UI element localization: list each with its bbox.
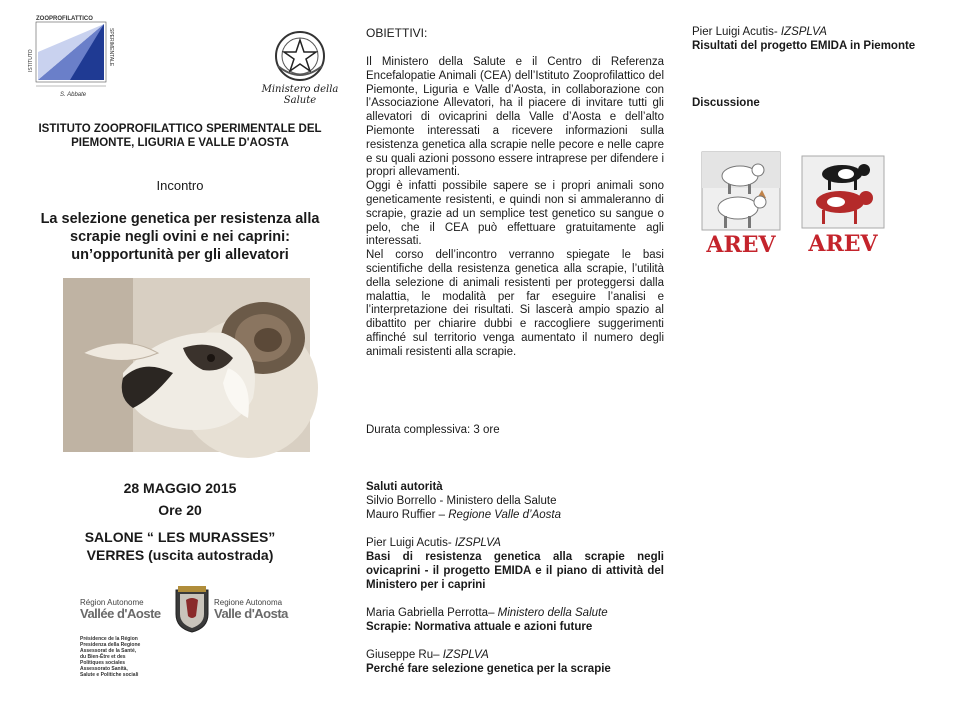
objectives-body [366, 56, 664, 360]
objectives-paragraph: Oggi è infatti possibile sapere se i propri animali sono geneticamente resistenti, e quindi non si ammaleranno di scrapie, grazie ad un semplice test genetico su sangue o pelo, che il CEA può effettuare gratuitamente agli interessati. [366, 180, 664, 248]
izs-logo-signature: S. Abbate [60, 92, 87, 98]
arev-logo-cows [802, 156, 884, 256]
program-talk [366, 648, 664, 676]
program-list [366, 480, 664, 690]
izs-logo-top-text: ZOOPROFILATTICO [36, 16, 93, 22]
event-title-line: un’opportunità per gli allevatori [71, 247, 289, 263]
program-talk [366, 606, 664, 634]
izs-logo [30, 12, 125, 100]
event-date: 28 MAGGIO 2015 [123, 480, 237, 496]
officials-line: Salute e Politiche sociali [80, 672, 139, 678]
venue-name: SALONE “ LES MURASSES” [84, 529, 276, 545]
talk-title: Perché fare selezione genetica per la scrapie [366, 663, 611, 675]
officials-line: Assessorato Sanità, [80, 666, 128, 672]
izs-logo-right-text: SPERIMENTALE [108, 28, 114, 67]
event-time: Ore 20 [158, 502, 202, 518]
event-venue [30, 528, 330, 564]
arev-label: AREV [808, 231, 878, 257]
region-label-small: Région Autonome [80, 598, 144, 607]
greeting-speaker: Silvio Borrello - Ministero della Salute [366, 495, 557, 507]
speaker-name: Pier Luigi Acutis- [366, 537, 455, 549]
arev-label: AREV [706, 232, 776, 258]
event-title [30, 210, 330, 264]
venue-location: VERRES (uscita autostrada) [86, 547, 274, 563]
speaker-org: IZSPLVA [454, 537, 501, 549]
sheep-photo [63, 278, 310, 452]
ministry-script-label: Ministero della Salute [261, 84, 339, 106]
italian-republic-emblem-icon [270, 26, 330, 86]
institute-name: ISTITUTO ZOOPROFILATTICO SPERIMENTALE DEL PIEMONTE, LIGURIA E VALLE D'AOSTA [38, 123, 322, 149]
event-title-line: scrapie negli ovini e nei caprini: [70, 229, 290, 245]
talk-speaker [366, 536, 664, 550]
event-title-line: La selezione genetica per resistenza alla [40, 211, 320, 227]
talk-speaker [692, 26, 827, 38]
objectives-paragraph: Nel corso dell’incontro verranno spiegate le basi scientifiche della resistenza genetica alla scrapie, l’utilità della selezione di animali resistenti per proteggersi dalla malattia, le modalità per far eseguire l’analisi e l’interpretazione dei risultati. Si lascerà ampio spazio al dibattito per chiarire dubbi e raccogliere suggerimenti affinché sul territorio venga aumentato il numero degli animali resistenti alla scrapie. [366, 249, 664, 358]
duration-label: Durata complessiva: 3 ore [366, 424, 500, 436]
talk-title: Scrapie: Normativa attuale e azioni future [366, 621, 593, 633]
objectives-paragraph: Il Ministero della Salute e il Centro di Referenza Encefalopatie Animali (CEA) dell’Istituto Zooprofilattico del Piemonte, Liguria e Valle d’Aosta, in collaborazione con l’Associazione Allevatori, ha il piacere di invitare tutti gli allevatori di ovicaprini della Valle d’Aosta e dell’alto Piemonte interessati a ricevere informazioni sulla resistenza genetica alla scrapie nelle pecore e nelle capre e su quali azioni possono essere intraprese per difendere i propri allevamenti. [366, 56, 664, 179]
speaker-name: Mauro Ruffier – [366, 509, 449, 521]
region-label-large: Vallée d'Aoste [80, 606, 161, 621]
speaker-name: Pier Luigi Acutis- [692, 26, 781, 38]
program-greetings [366, 480, 664, 522]
region-logo-french [80, 598, 170, 621]
officials-line: Politiques sociales [80, 660, 126, 666]
officials-line: du Bien-Être et des [80, 654, 126, 660]
incontro-label: Incontro [156, 178, 204, 193]
speaker-name: Maria Gabriella Perrotta– [366, 607, 498, 619]
speaker-org: Ministero della Salute [497, 607, 608, 619]
talk-title: Risultati del progetto EMIDA in Piemonte [692, 40, 916, 52]
program-talk [366, 536, 664, 592]
discussion-label: Discussione [692, 97, 760, 109]
talk-speaker [366, 648, 664, 662]
speaker-org: IZSPLVA [780, 26, 827, 38]
greeting-speaker [366, 508, 664, 522]
officials-line: Presidenza della Regione [80, 642, 141, 648]
speaker-org: IZSPLVA [442, 649, 489, 661]
talk-speaker [366, 606, 664, 620]
arev-logo-goat [702, 152, 780, 256]
talk-title: Basi di resistenza genetica alla scrapie negli ovicaprini - il progetto EMIDA e il piano di attività del Ministero per i caprini [366, 551, 664, 591]
officials-line: Assessorat de la Santé, [80, 648, 137, 654]
speaker-name: Giuseppe Ru– [366, 649, 443, 661]
officials-list [80, 636, 200, 678]
objectives-heading: OBIETTIVI: [366, 26, 428, 40]
greetings-title: Saluti autorità [366, 481, 443, 493]
region-logo-italian [214, 598, 304, 621]
speaker-org: Regione Valle d’Aosta [448, 509, 561, 521]
officials-line: Présidence de la Région [80, 636, 138, 642]
izs-logo-side-text: ISTITUTO [28, 49, 34, 72]
region-label-large: Valle d'Aosta [214, 606, 288, 621]
region-label-small: Regione Autonoma [214, 598, 283, 607]
region-crest-icon [172, 586, 212, 634]
